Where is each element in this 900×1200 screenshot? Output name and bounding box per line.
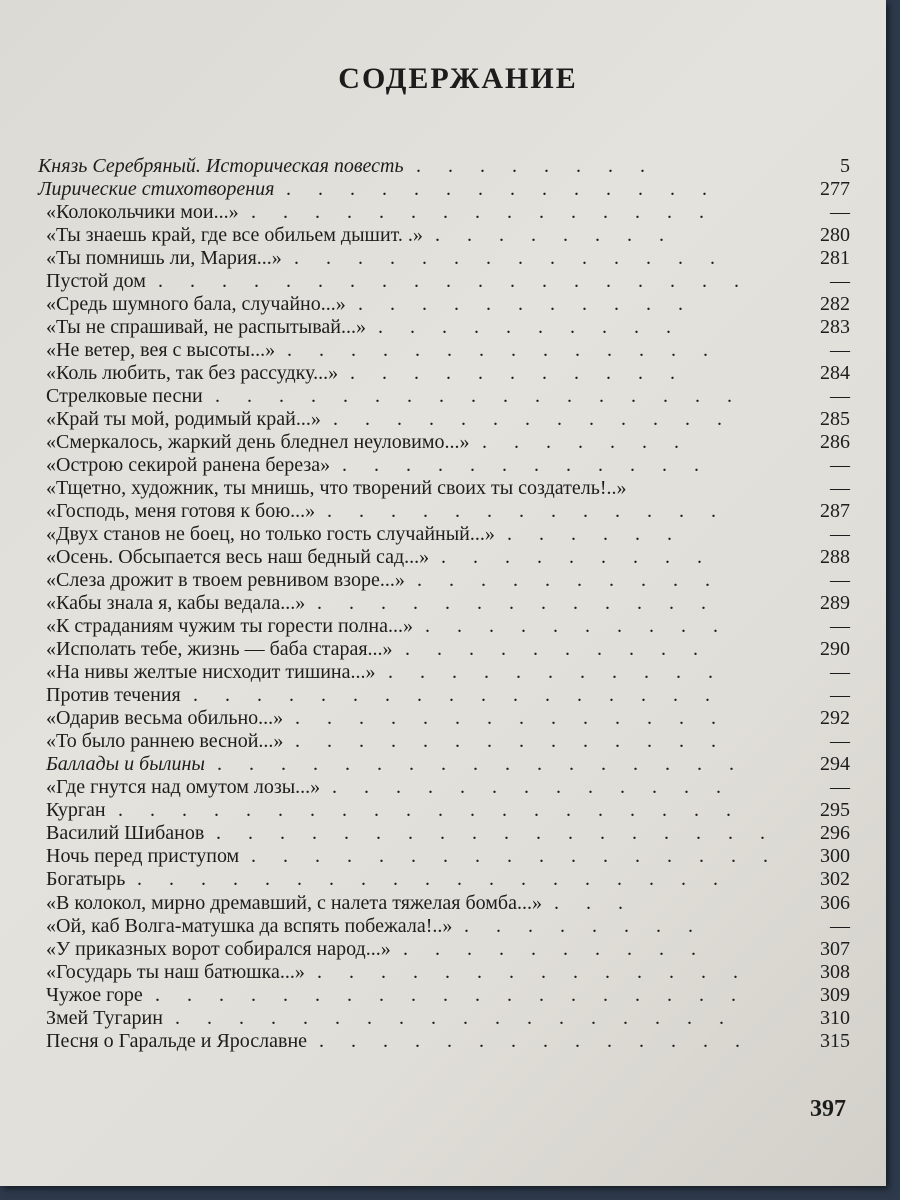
toc-entry-page: — [830,615,850,638]
toc-entry-page: 292 [820,707,850,730]
toc-entry-title: Против течения [46,684,181,707]
toc-entry [38,1007,854,1030]
toc-entry-page: — [830,270,850,293]
toc-leader-dots: . . . . . . . . . . . . . [317,592,717,615]
toc-entry-page: — [830,385,850,408]
toc-entry-page: 302 [820,868,850,891]
toc-entry [38,984,854,1007]
toc-entry [38,569,854,592]
toc-entry-title: «Ты помнишь ли, Мария...» [46,247,282,270]
toc-leader-dots: . . . . . . . . . . . . . . . [251,201,715,224]
toc-entry-title: «Ты знаешь край, где все обильем дышит. .» [46,224,423,247]
toc-leader-dots: . . . . . . . . . . . . . . . . . . . [137,868,729,891]
toc-entry-page: 308 [820,960,850,983]
toc-leader-dots: . . . . . . . . . . . . . . . . . [215,385,743,408]
toc-leader-dots: . . . . . . . . . . . . . . . . . . . . [118,799,742,822]
toc-entry [38,938,854,961]
toc-entry-title: «Коль любить, так без рассудку...» [46,362,339,385]
toc-entry [38,684,854,707]
toc-entry-title: «Ой, каб Волга-матушка да вспять побежала!..» [46,914,453,937]
toc-leader-dots: . . . . . . . . . . . . . . . . . . . [158,270,750,293]
toc-entry [38,477,854,500]
toc-leader-dots: . . . . . . . . . . . . . . . . . [193,684,721,707]
toc-leader-dots: . . . . . . . . . . . . . [332,776,732,799]
toc-entry [38,454,854,477]
toc-entry-title: «К страданиям чужим ты горести полна...» [46,615,413,638]
toc-entry [38,155,854,178]
toc-leader-dots: . . . . . . . . . . . . . . [294,247,726,270]
toc-entry-page: 283 [820,316,850,339]
toc-entry [38,385,854,408]
toc-entry-title: «Не ветер, вея с высоты...» [46,339,276,362]
toc-entry-page: 290 [820,638,850,661]
toc-entry-page: — [830,569,850,592]
toc-entry-title: «Ты не спрашивай, не распытывай...» [46,316,366,339]
toc-entry-page: — [830,477,850,500]
toc-entry-title: Ночь перед приступом [46,845,240,868]
toc-entry [38,293,854,316]
toc-entry [38,431,854,454]
toc-leader-dots: . . . . . . . . . . . . . . [286,178,718,201]
toc-entry-page: 289 [820,592,850,615]
toc-entry-page: 295 [820,799,850,822]
toc-entry-title: «То было раннею весной...» [46,730,284,753]
page-heading: СОДЕРЖАНИЕ [338,62,578,95]
toc-leader-dots: . . . . . . . . . . . . . [327,500,727,523]
toc-entry-page: 280 [820,224,850,247]
toc-entry-title: «Одарив весьма обильно...» [46,707,284,730]
toc-entry-title: «У приказных ворот собирался народ...» [46,937,391,960]
toc-entry-page: 296 [820,822,850,845]
toc-leader-dots: . . . . . . . . . . . . . . . . . [217,753,745,776]
toc-entry-title: «Острою секирой ранена береза» [46,454,331,477]
toc-entry-title: Баллады и былины [46,753,205,776]
toc-entry [38,523,854,546]
toc-entry [38,247,854,270]
toc-entry-title: «Кабы знала я, кабы ведала...» [46,592,306,615]
toc-leader-dots: . . . . . . . . . . . . . . . . . . [216,822,776,845]
toc-entry-page: 285 [820,408,850,431]
toc-leader-dots: . . . . . . . [482,431,690,454]
toc-entry-title: «Смеркалось, жаркий день бледнел неуловимо...» [46,431,470,454]
toc-leader-dots: . . . . . . . . [416,155,656,177]
toc-entry [38,270,854,293]
toc-entry [38,776,854,799]
toc-entry-title: Курган [46,799,106,822]
toc-leader-dots: . . . . . . . . . . . . . . [287,339,719,362]
toc-leader-dots: . . . . . . . . . . . . . [333,408,733,431]
toc-entry-page: 300 [820,845,850,868]
toc-entry-page: 5 [840,155,850,177]
toc-entry-title: Чужое горе [46,983,143,1006]
toc-entry-title: Богатырь [46,868,126,891]
toc-entry-title: Змей Тугарин [46,1006,163,1029]
toc-entry-page: — [830,730,850,753]
toc-leader-dots: . . . . . . . . [464,914,704,937]
toc-entry [38,822,854,845]
toc-entry [38,730,854,753]
toc-leader-dots: . . . . . . . . . . . . . . [317,960,749,983]
toc-entry-page: — [830,914,850,937]
toc-entry [38,615,854,638]
toc-entry [38,892,854,915]
toc-entry-title: «Край ты мой, родимый край...» [46,408,321,431]
toc-leader-dots: . . . . . . . . . . [417,569,721,592]
toc-leader-dots: . . . . . . . . . . . [350,362,686,385]
toc-entry-page: 281 [820,247,850,270]
toc-entry-page: — [830,523,850,546]
toc-entry [38,224,854,247]
toc-entry [38,753,854,776]
toc-entry [38,868,854,891]
toc-entry [38,845,854,868]
toc-entry [38,707,854,730]
toc-leader-dots: . . . . . . . . . . . . . . . . . [251,845,779,868]
toc-leader-dots: . . . . . . . . . [441,546,713,569]
toc-entry-page: 310 [820,1006,850,1029]
toc-entry-page: — [830,661,850,684]
toc-entry [38,408,854,431]
toc-entry-title: «Колокольчики мои...» [46,201,239,224]
toc-entry-page: 282 [820,293,850,316]
toc-entry-page: 294 [820,753,850,776]
toc-entry [38,1030,854,1053]
toc-entry [38,799,854,822]
toc-entry [38,316,854,339]
toc-entry-page: — [830,684,850,707]
toc-entry-page: 306 [820,891,850,914]
toc-entry [38,546,854,569]
toc-entry-page: 286 [820,431,850,454]
toc-entry [38,661,854,684]
toc-entry-page: 307 [820,937,850,960]
toc-leader-dots: . . . . . . . . . . [403,937,707,960]
toc-entry [38,362,854,385]
toc-entry-page: — [830,454,850,477]
toc-entry-title: «Господь, меня готовя к бою...» [46,500,316,523]
toc-entry-title: Василий Шибанов [46,822,205,845]
toc-entry-page: — [830,776,850,799]
toc-entry [38,339,854,362]
toc-leader-dots: . . . . . . . . . . . . . . [295,730,727,753]
toc-entry-title: «Слеза дрожит в твоем ревнивом взоре...» [46,569,405,592]
toc-leader-dots: . . . . . . . . . . [405,638,709,661]
toc-leader-dots: . . . . . . . . . . . [358,293,694,316]
toc-leader-dots: . . . . . . . . . . [378,316,682,339]
toc-leader-dots: . . . . . . . . . . . . . . [295,707,727,730]
toc-leader-dots: . . . . . . . . . . [425,615,729,638]
toc-leader-dots: . . . . . . . . . . . [388,661,724,684]
toc-entry-page: — [830,201,850,224]
toc-entry-title: Князь Серебряный. Историческая повесть [38,155,404,177]
page-number: 397 [810,1096,846,1122]
toc-leader-dots: . . . . . . . . . . . . . . . . . . . [155,983,747,1006]
toc-leader-dots: . . . . . . . . . . . . . . . . . . [175,1006,735,1029]
toc-entry-page: — [830,339,850,362]
toc-entry [38,915,854,938]
toc-entry-title: «Тщетно, художник, ты мнишь, что творений своих ты создатель!..» [46,477,627,500]
toc-entry [38,178,854,201]
toc-entry-page: 277 [820,178,850,201]
toc-entry-page: 315 [820,1029,850,1052]
toc-entry [38,961,854,984]
toc-entry-title: Стрелковые песни [46,385,203,408]
toc-leader-dots: . . . . . . . . [435,224,675,247]
toc-leader-dots: . . . . . . . . . . . . . . [319,1029,751,1052]
toc-entry-title: Песня о Гаральде и Ярославне [46,1029,308,1052]
toc-leader-dots: . . . . . . . . . . . . [342,454,710,477]
toc-entry-page: 287 [820,500,850,523]
toc-entry-title: «Осень. Обсыпается весь наш бедный сад...» [46,546,430,569]
toc-entry-page: 309 [820,983,850,1006]
toc-entry-title: «На нивы желтые нисходит тишина...» [46,661,376,684]
toc-entry [38,592,854,615]
toc-entry-title: «Средь шумного бала, случайно...» [46,293,346,316]
toc-entry-page: 288 [820,546,850,569]
toc-entry-title: «Государь ты наш батюшка...» [46,960,305,983]
table-of-contents [38,155,854,1053]
toc-leader-dots: . . . . . . [507,523,683,546]
toc-entry [38,201,854,224]
toc-entry-title: «В колокол, мирно дремавший, с налета тяжелая бомба...» [46,891,542,914]
toc-entry [38,638,854,661]
toc-entry-page: 284 [820,362,850,385]
toc-entry-title: Пустой дом [46,270,146,293]
toc-entry-title: Лирические стихотворения [38,178,275,201]
toc-leader-dots: . . . [554,891,634,914]
toc-entry-title: «Где гнутся над омутом лозы...» [46,776,321,799]
toc-entry-title: «Исполать тебе, жизнь — баба старая...» [46,638,393,661]
toc-entry [38,500,854,523]
toc-entry-title: «Двух станов не боец, но только гость случайный...» [46,523,495,546]
